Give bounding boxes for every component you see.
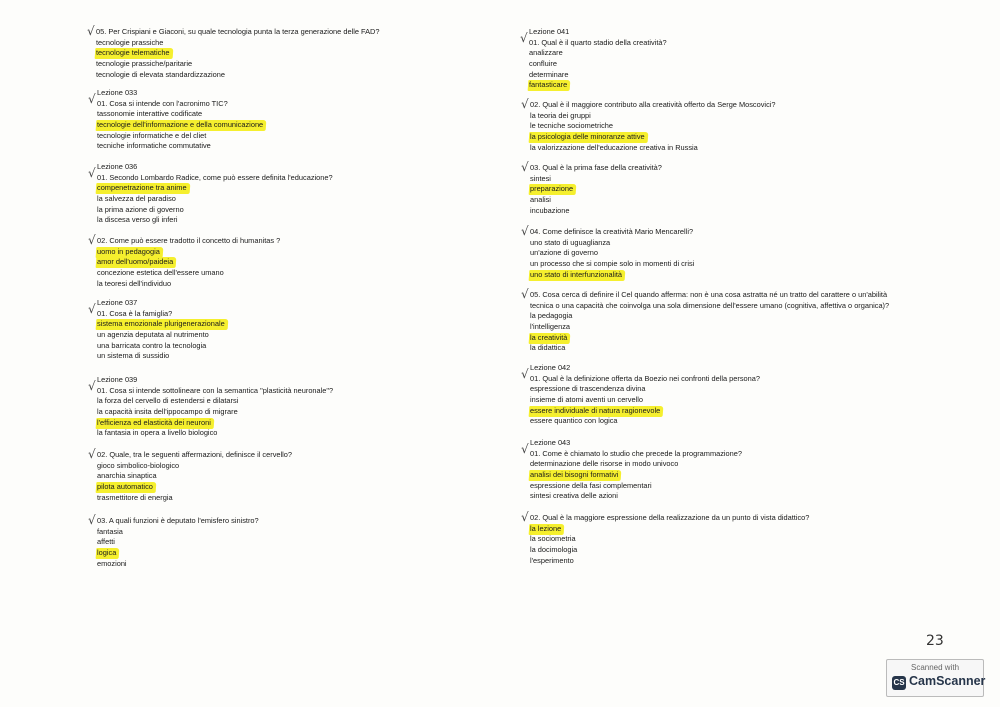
- checkmark-icon: √: [520, 31, 528, 45]
- answer-option-highlighted: [96, 48, 379, 59]
- checkmark-icon: √: [88, 233, 96, 247]
- question-text: 02. Qual è la maggiore espressione della realizzazione da un punto di vista didattico?: [530, 513, 810, 522]
- question-text: 05. Cosa cerca di definire il Cel quando afferma: non è una cosa astratta né un tratto del carattere o un'abilità: [530, 290, 888, 299]
- question-block: [521, 287, 890, 354]
- answer-option: la teoresi dell'individuo: [97, 278, 172, 288]
- answer-option-highlighted: [97, 319, 228, 330]
- answer-text: compenetrazione tra anime: [97, 183, 187, 193]
- answer-option-highlighted: [530, 270, 694, 281]
- answer-option: concezione estetica dell'essere umano: [97, 268, 224, 278]
- answer-option: trasmettitore di energia: [97, 492, 173, 502]
- answer-option: sintesi: [530, 173, 551, 183]
- answer-option: espressione della fasi complementari: [530, 480, 652, 490]
- answer-option: tecnologie di elevata standardizzazione: [96, 69, 226, 79]
- highlight-marker: [529, 406, 664, 417]
- checkmark-icon: √: [521, 442, 529, 456]
- highlight-marker: [529, 184, 577, 195]
- checkmark-icon: √: [88, 447, 96, 461]
- lesson-heading: Lezione 043: [530, 438, 571, 447]
- question-block: [521, 363, 760, 427]
- highlight-marker: [96, 418, 215, 429]
- checkmark-icon: √: [88, 302, 96, 316]
- checkmark-icon: √: [521, 510, 529, 524]
- checkmark-icon: √: [88, 513, 96, 527]
- answer-option: determinare: [529, 69, 569, 79]
- question-text: 01. Qual è la definizione offerta da Boezio nei confronti della persona?: [530, 373, 760, 383]
- question-text-continued: tecnica o una capacità che coinvolga una sola dimensione dell'essere umano (cognitiva, affettiva o organica)?: [530, 300, 890, 310]
- checkmark-icon: √: [521, 367, 529, 381]
- answer-option: la pedagogia: [530, 311, 573, 321]
- question-block: [521, 97, 776, 153]
- question-text: 05. Per Crispiani e Giaconi, su quale tecnologia punta la terza generazione delle FAD?: [96, 27, 380, 36]
- answer-text: amor dell'uomo/paideia: [97, 257, 174, 267]
- question-block: [521, 224, 695, 280]
- answer-option-highlighted: [530, 333, 889, 344]
- answer-option: una barricata contro la tecnologia: [97, 340, 207, 350]
- answer-option: fantasia: [97, 526, 123, 536]
- answer-option-highlighted: [530, 132, 776, 143]
- answer-option: un'azione di governo: [530, 248, 598, 258]
- answer-option-highlighted: [97, 257, 280, 268]
- checkmark-icon: √: [88, 92, 96, 106]
- answer-option: l'intelligenza: [530, 322, 571, 332]
- answer-option-highlighted: [97, 183, 333, 194]
- answer-text: l'efficienza ed elasticità dei neuroni: [97, 417, 211, 427]
- checkmark-icon: √: [88, 166, 96, 180]
- answer-option-highlighted: [97, 548, 259, 559]
- answer-option: tecnologie informatiche e del cliet: [97, 130, 207, 140]
- question-block: [88, 233, 281, 289]
- answer-option: insieme di atomi aventi un cervello: [530, 395, 643, 405]
- answer-option: tecnologie prassiche/paritarie: [96, 59, 193, 69]
- answer-option: la prima azione di governo: [97, 204, 184, 214]
- answer-text: pilota automatico: [97, 482, 153, 492]
- checkmark-icon: √: [88, 379, 96, 393]
- question-block: [88, 375, 334, 439]
- highlight-marker: [96, 183, 190, 194]
- answer-option-highlighted: [97, 247, 280, 258]
- lesson-heading: Lezione 033: [97, 88, 138, 97]
- answer-text: uomo in pedagogia: [97, 246, 160, 256]
- question-block: [521, 510, 810, 566]
- highlight-marker: [96, 257, 177, 268]
- answer-option: analisi: [530, 195, 551, 205]
- answer-option: la fantasia in opera a livello biologico: [97, 428, 218, 438]
- answer-option: un agenzia deputata al nutrimento: [97, 330, 209, 340]
- answer-option: la teoria dei gruppi: [530, 110, 591, 120]
- highlight-marker: [529, 333, 571, 344]
- answer-option-highlighted: [530, 184, 662, 195]
- answer-option: la forza del cervello di estendersi e dilatarsi: [97, 396, 239, 406]
- answer-option: determinazione delle risorse in modo univoco: [530, 459, 679, 469]
- checkmark-icon: √: [521, 287, 529, 301]
- answer-option: analizzare: [529, 48, 563, 58]
- answer-option: tecniche informatiche commutative: [97, 141, 211, 151]
- answer-text: uno stato di interfunzionalità: [530, 269, 623, 279]
- question-text: 01. Qual è il quarto stadio della creatività?: [529, 37, 667, 47]
- question-text: 04. Come definisce la creatività Mario Mencarelli?: [530, 227, 694, 236]
- highlight-marker: [529, 470, 622, 481]
- checkmark-icon: √: [521, 160, 529, 174]
- answer-option: le tecniche sociometriche: [530, 121, 613, 131]
- answer-option: emozioni: [97, 558, 127, 568]
- question-text: 03. Qual è la prima fase della creatività?: [530, 163, 662, 172]
- answer-text: tecnologie dell'informazione e della comunicazione: [97, 120, 264, 130]
- answer-option: la salvezza del paradiso: [97, 194, 176, 204]
- question-text: 01. Cosa si intende con l'acronimo TIC?: [97, 98, 228, 108]
- answer-text: preparazione: [530, 184, 574, 194]
- answer-option: affetti: [97, 537, 115, 547]
- question-text: 01. Cosa si intende sottolineare con la semantica "plasticità neuronale"?: [97, 385, 334, 395]
- lesson-heading: Lezione 037: [97, 298, 138, 307]
- camscanner-logo-icon: CS: [892, 676, 906, 690]
- lesson-heading: Lezione 042: [530, 363, 571, 372]
- watermark-brand: CamScanner: [909, 674, 986, 688]
- answer-option: incubazione: [530, 205, 570, 215]
- answer-option-highlighted: [97, 418, 333, 429]
- question-block: [87, 24, 380, 80]
- checkmark-icon: √: [87, 24, 95, 38]
- highlight-marker: [528, 80, 571, 91]
- highlight-marker: [529, 132, 648, 143]
- answer-option: essere quantico con logica: [530, 416, 618, 426]
- answer-option-highlighted: [530, 470, 742, 481]
- answer-option: la docimologia: [530, 545, 578, 555]
- highlight-marker: [96, 548, 120, 559]
- answer-option: l'esperimento: [530, 555, 574, 565]
- answer-option-highlighted: [97, 482, 292, 493]
- lesson-heading: Lezione 039: [97, 375, 138, 384]
- answer-text: la lezione: [530, 523, 562, 533]
- answer-text: essere individuale di natura ragionevole: [530, 405, 661, 415]
- answer-option: uno stato di uguaglianza: [530, 237, 611, 247]
- answer-option: tecnologie prassiche: [96, 37, 164, 47]
- answer-option: un processo che si compie solo in momenti di crisi: [530, 259, 695, 269]
- question-text: 02. Quale, tra le seguenti affermazioni, definisce il cervello?: [97, 450, 293, 459]
- answer-text: la creatività: [530, 332, 568, 342]
- checkmark-icon: √: [521, 97, 529, 111]
- question-text: 01. Come è chiamato lo studio che precede la programmazione?: [530, 448, 742, 458]
- page-number: 23: [926, 633, 944, 649]
- question-block: [521, 160, 662, 216]
- checkmark-icon: √: [521, 224, 529, 238]
- question-text: 02. Come può essere tradotto il concetto di humanitas ?: [97, 236, 281, 245]
- answer-option-highlighted: [530, 406, 760, 417]
- answer-option-highlighted: [529, 80, 667, 91]
- question-block: [521, 438, 742, 502]
- question-block: [88, 513, 259, 569]
- camscanner-watermark: [886, 659, 984, 697]
- answer-option: espressione di trascendenza divina: [530, 384, 646, 394]
- answer-option: tassonomie interattive codificate: [97, 109, 203, 119]
- question-block: [88, 298, 228, 362]
- question-text: 02. Qual è il maggiore contributo alla creatività offerto da Serge Moscovici?: [530, 100, 776, 109]
- answer-option: la discesa verso gli inferi: [97, 215, 178, 225]
- answer-text: tecnologie telematiche: [96, 48, 170, 58]
- question-block: [88, 447, 293, 503]
- answer-option-highlighted: [97, 120, 266, 131]
- lesson-heading: Lezione 036: [97, 162, 138, 171]
- highlight-marker: [96, 120, 267, 131]
- highlight-marker: [96, 482, 157, 493]
- highlight-marker: [529, 524, 565, 535]
- answer-option: sintesi creativa delle azioni: [530, 491, 618, 501]
- watermark-caption: Scanned with: [910, 663, 960, 672]
- answer-option: la capacità insita dell'ippocampo di migrare: [97, 407, 238, 417]
- answer-option: la didattica: [530, 343, 566, 353]
- highlight-marker: [529, 270, 626, 281]
- answer-option: anarchia sinaptica: [97, 471, 157, 481]
- answer-option: confluire: [529, 59, 557, 69]
- question-block: [520, 27, 667, 91]
- highlight-marker: [96, 319, 229, 330]
- highlight-marker: [96, 247, 164, 258]
- question-text: 01. Cosa è la famiglia?: [97, 308, 173, 318]
- answer-option: un sistema di sussidio: [97, 351, 170, 361]
- question-text: 03. A quali funzioni è deputato l'emisfero sinistro?: [97, 516, 259, 525]
- answer-text: sistema emozionale plurigenerazionale: [97, 319, 225, 329]
- answer-option: gioco simbolico-biologico: [97, 460, 180, 470]
- answer-text: la psicologia delle minoranze attive: [530, 132, 645, 142]
- lesson-heading: Lezione 041: [529, 27, 570, 36]
- highlight-marker: [95, 48, 173, 59]
- question-block: [88, 162, 333, 226]
- question-text: 01. Secondo Lombardo Radice, come può essere definita l'educazione?: [97, 172, 333, 182]
- answer-option-highlighted: [530, 524, 809, 535]
- answer-option: la sociometria: [530, 534, 576, 544]
- answer-text: fantasticare: [529, 80, 568, 90]
- answer-text: analisi dei bisogni formativi: [530, 470, 619, 480]
- answer-option: la valorizzazione dell'educazione creativa in Russia: [530, 142, 698, 152]
- answer-text: logica: [97, 548, 117, 558]
- question-block: [88, 88, 266, 152]
